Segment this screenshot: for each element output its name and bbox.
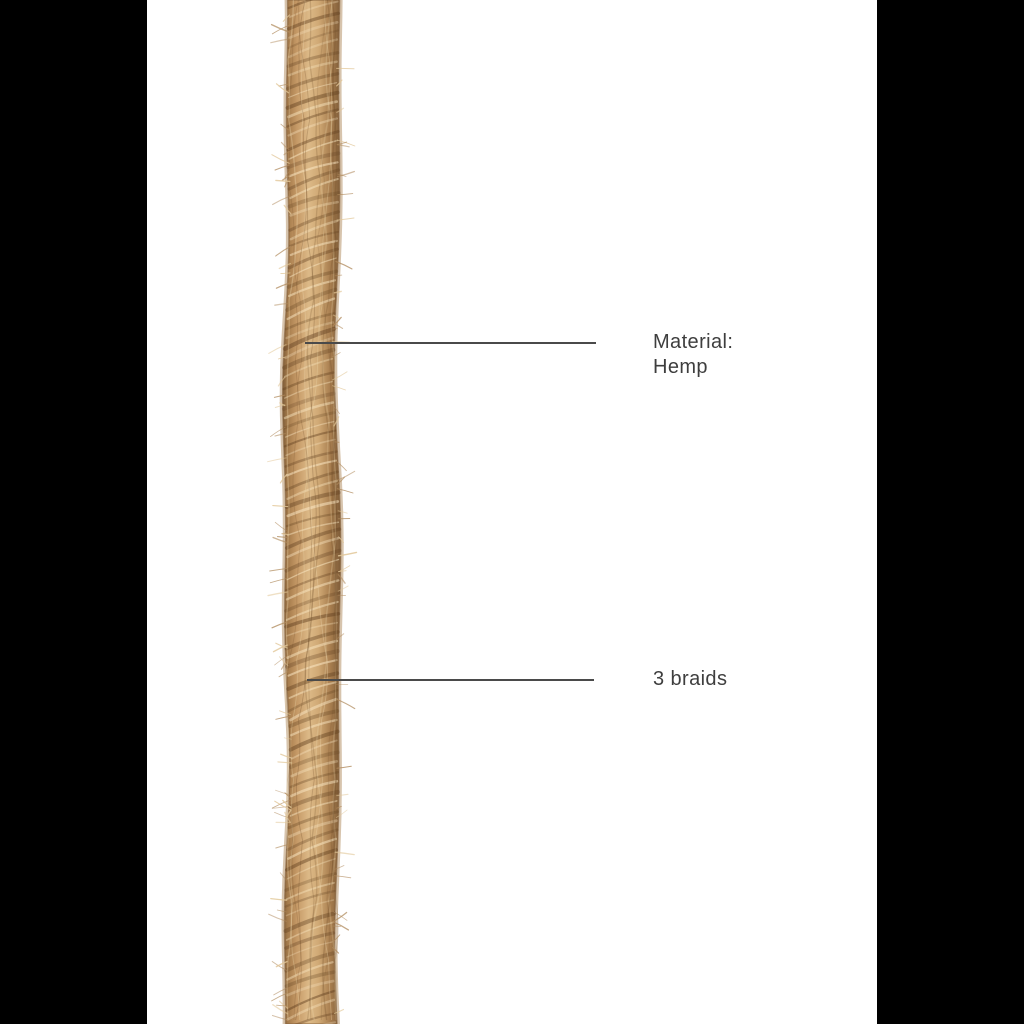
material-leader-line (305, 342, 596, 344)
braids-label (653, 667, 727, 692)
material-label-line1: Material: (653, 331, 734, 353)
material-label-line2: Hemp (653, 356, 708, 378)
braids-label-line1: 3 braids (653, 668, 728, 690)
braids-leader-line (307, 679, 594, 681)
material-label (653, 330, 733, 380)
